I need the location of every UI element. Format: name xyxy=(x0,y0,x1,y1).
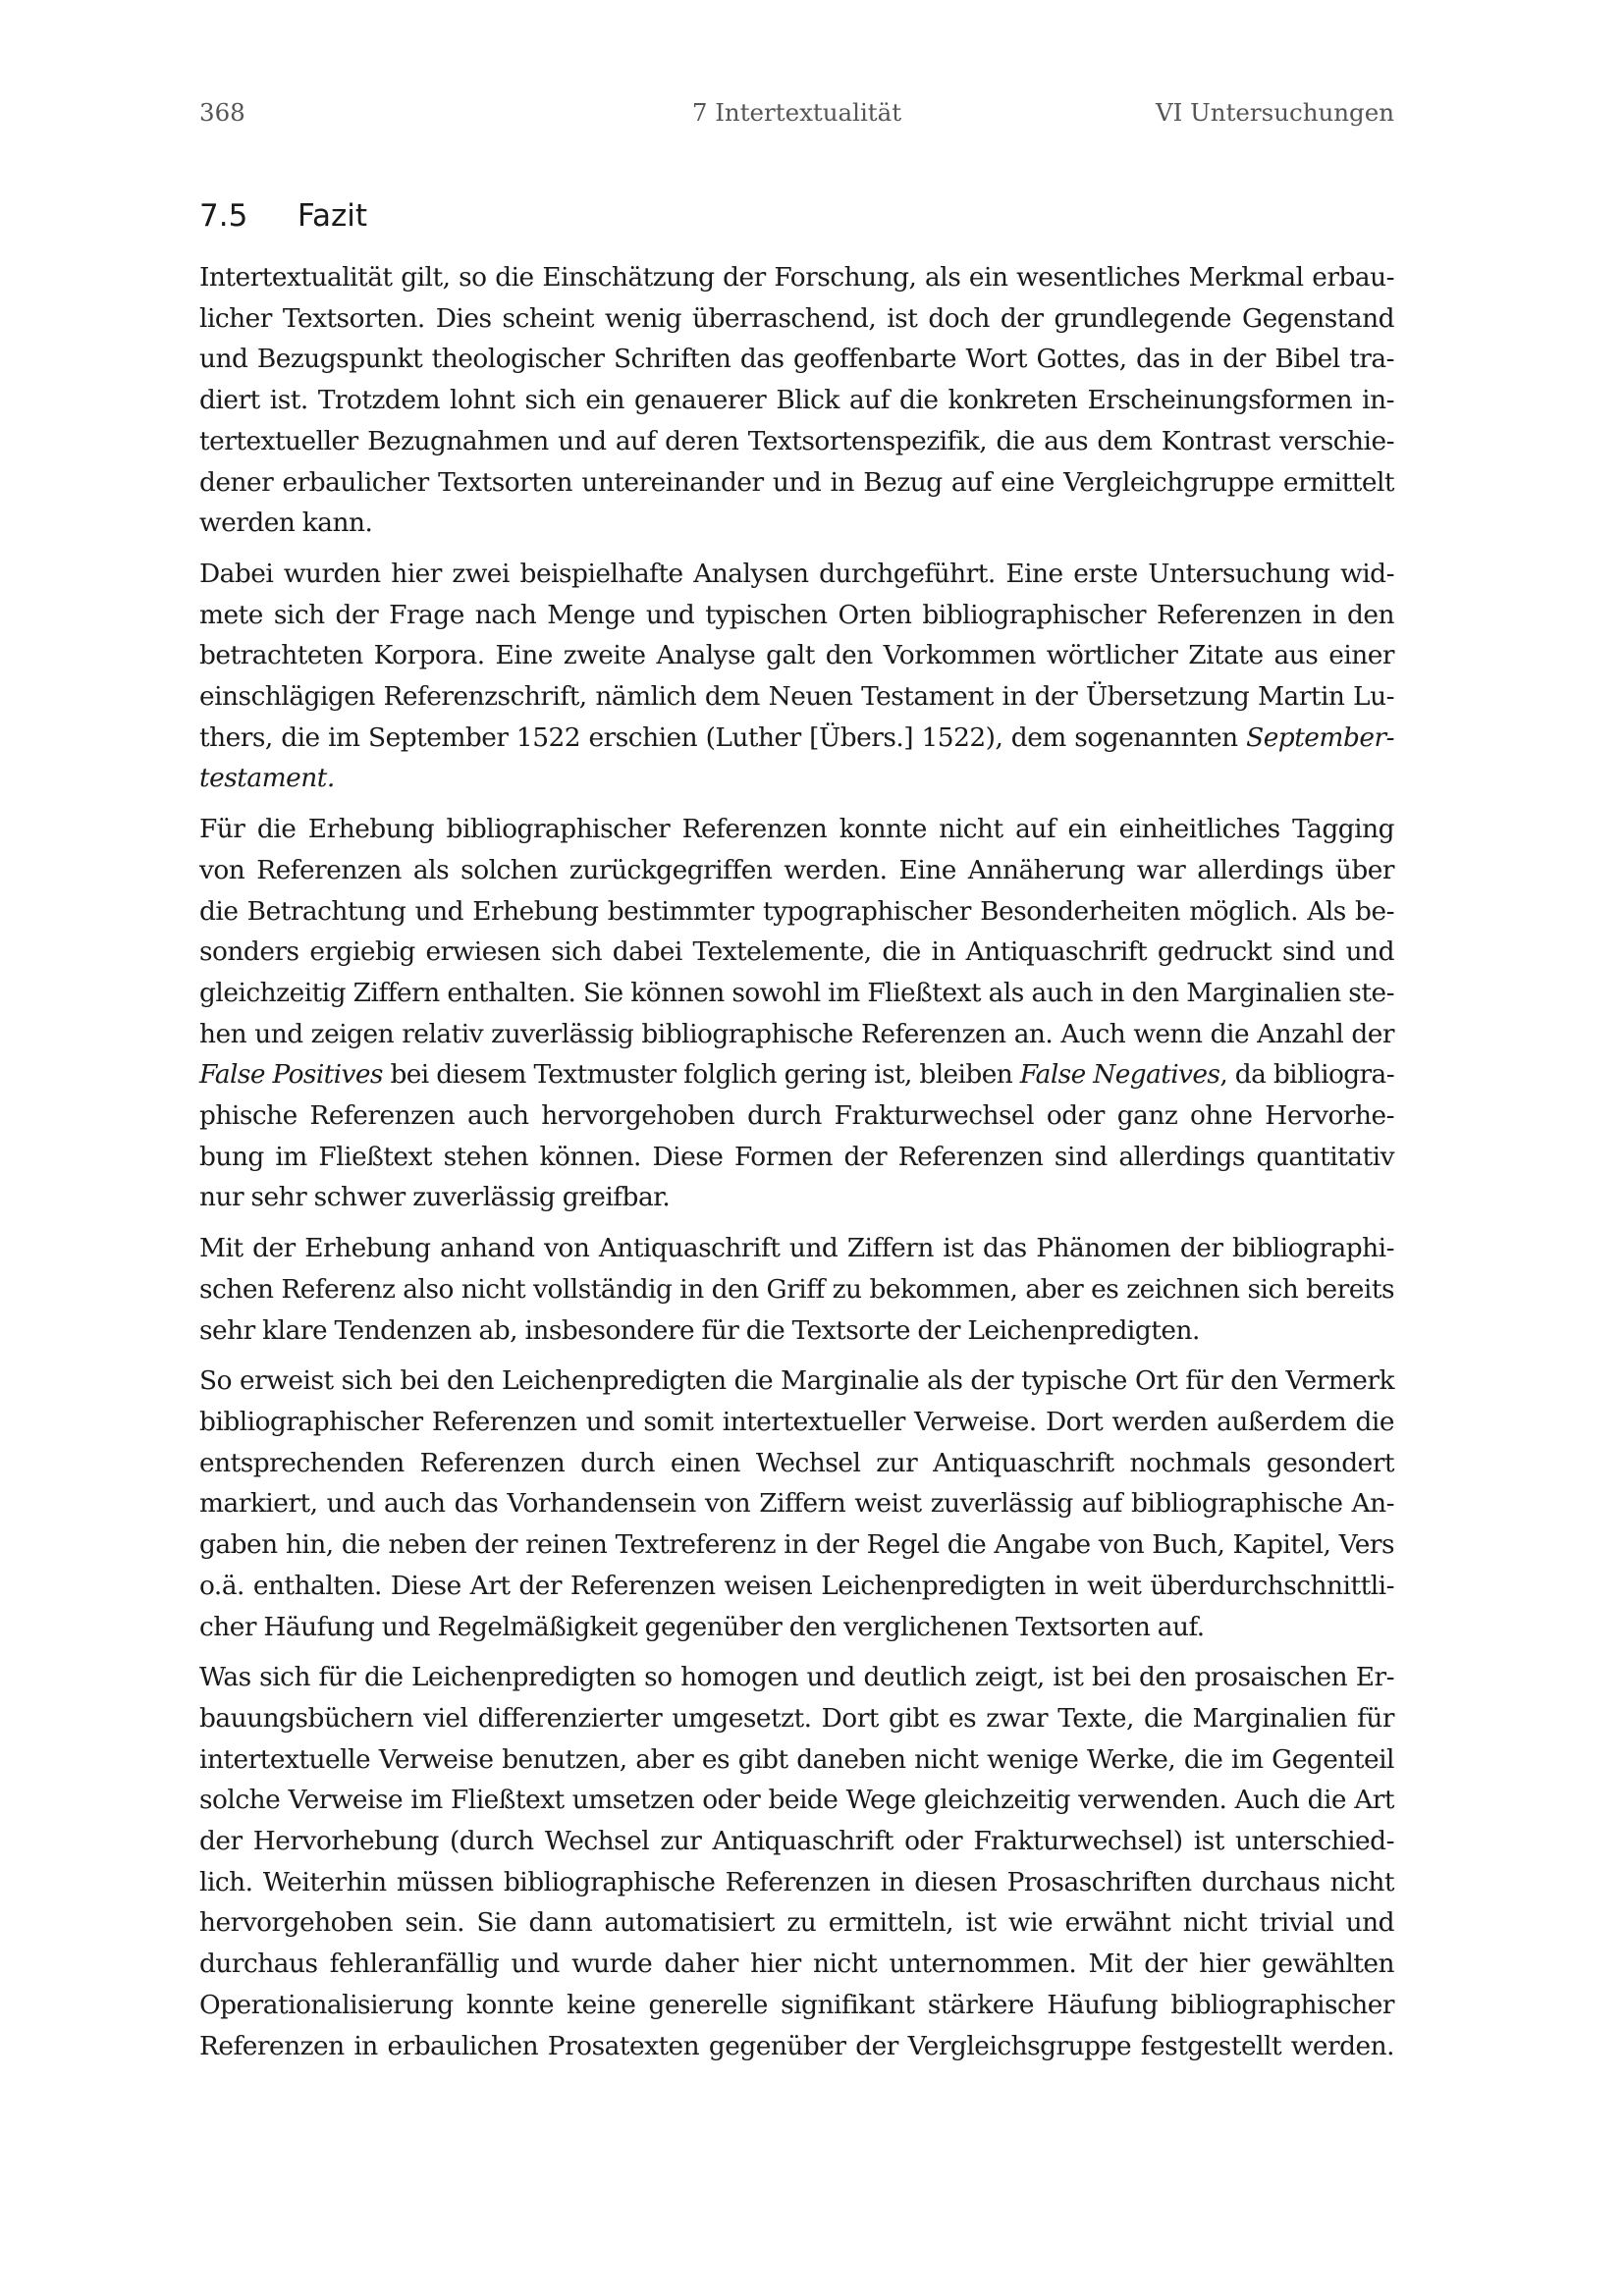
section-number: 7.5 xyxy=(199,198,248,234)
text-line: tertextueller Bezugnahmen und auf deren Textsortenspezifik, die aus dem Kontrast verschie- xyxy=(199,425,1394,456)
text-line: betrachteten Korpora. Eine zweite Analyse galt den Vorkommen wörtlicher Zitate aus einer xyxy=(199,640,1394,671)
text-line: solche Verweise im Fließtext umsetzen oder beide Wege gleichzeitig verwenden. Auch die Art xyxy=(199,1785,1394,1816)
paragraph-1 xyxy=(199,257,1394,544)
paragraph-3 xyxy=(199,809,1394,1218)
text-line: Mit der Erhebung anhand von Antiquaschrift und Ziffern ist das Phänomen der bibliographi- xyxy=(199,1233,1394,1264)
text-line: der Hervorhebung (durch Wechsel zur Antiquaschrift oder Frakturwechsel) ist unterschied- xyxy=(199,1826,1394,1857)
text-line: die Betrachtung und Erhebung bestimmter typographischer Besonderheiten möglich. Als be- xyxy=(199,895,1394,927)
text-line: o.ä. enthalten. Diese Art der Referenzen weisen Leichenpredigten in weit überdurchschnittli- xyxy=(199,1570,1394,1601)
section-title: Fazit xyxy=(298,198,368,234)
text-line: einschlägigen Referenzschrift, nämlich dem Neuen Testament in der Übersetzung Martin Lu- xyxy=(199,681,1394,713)
paragraph-5 xyxy=(199,1361,1394,1647)
text-line-with-italic xyxy=(199,718,1394,759)
text-segment: bei diesem Textmuster folglich gering ist, bleiben xyxy=(382,1059,1020,1091)
text-line: bung im Fließtext stehen können. Diese Formen der Referenzen sind allerdings quantitativ xyxy=(199,1141,1394,1172)
text-segment: thers, die im September 1522 erschien (Luther [Übers.] 1522), dem sogenannten xyxy=(199,721,1247,753)
text-line: schen Referenz also nicht vollständig in den Griff zu bekommen, aber es zeichnen sich bereits xyxy=(199,1273,1394,1305)
text-line: nur sehr schwer zuverlässig greifbar. xyxy=(199,1182,671,1213)
italic-term: False Positives xyxy=(199,1059,383,1091)
text-line: von Referenzen als solchen zurückgegriffen werden. Eine Annäherung war allerdings über xyxy=(199,854,1394,885)
italic-term: September- xyxy=(1246,721,1394,753)
text-line: hen und zeigen relativ zuverlässig bibliographische Referenzen an. Auch wenn die Anzahl der xyxy=(199,1018,1394,1049)
text-line: sonders ergiebig erwiesen sich dabei Textelemente, die in Antiquaschrift gedruckt sind und xyxy=(199,936,1394,968)
text-line: Für die Erhebung bibliographischer Referenzen konnte nicht auf ein einheitliches Tagging xyxy=(199,814,1394,845)
text-line: bauungsbüchern viel differenzierter umgesetzt. Dort gibt es zwar Texte, die Marginalien für xyxy=(199,1702,1394,1734)
text-line-with-italic xyxy=(199,1054,1394,1095)
text-line xyxy=(199,758,1394,799)
text-segment: , da bibliogra- xyxy=(1219,1059,1395,1091)
text-line: und Bezugspunkt theologischer Schriften das geoffenbarte Wort Gottes, das in der Bibel tra- xyxy=(199,344,1394,375)
text-line: hervorgehoben sein. Sie dann automatisiert zu ermitteln, ist wie erwähnt nicht trivial und xyxy=(199,1907,1394,1939)
text-line: dener erbaulicher Textsorten untereinander und in Bezug auf eine Vergleichgruppe ermittelt xyxy=(199,466,1394,498)
paragraph-4 xyxy=(199,1228,1394,1351)
page-number: 368 xyxy=(199,98,245,127)
running-header xyxy=(199,98,1394,133)
paragraph-2 xyxy=(199,554,1394,799)
text-line: gaben hin, die neben der reinen Textreferenz in der Regel die Angabe von Buch, Kapitel, Vers xyxy=(199,1529,1394,1561)
text-line: bibliographischer Referenzen und somit intertextueller Verweise. Dort werden außerdem die xyxy=(199,1406,1394,1437)
italic-term: testament. xyxy=(199,763,335,794)
text-line: gleichzeitig Ziffern enthalten. Sie können sowohl im Fließtext als auch in den Marginalien ste- xyxy=(199,977,1394,1008)
text-line: So erweist sich bei den Leichenpredigten die Marginalie als der typische Ort für den Vermerk xyxy=(199,1365,1394,1397)
text-line: Referenzen in erbaulichen Prosatexten gegenüber der Vergleichsgruppe festgestellt werden. xyxy=(199,2030,1394,2061)
text-line: durchaus fehleranfällig und wurde daher hier nicht unternommen. Mit der hier gewählten xyxy=(199,1949,1394,1980)
part-title: VI Untersuchungen xyxy=(1155,98,1394,127)
text-line: Was sich für die Leichenpredigten so homogen und deutlich zeigt, ist bei den prosaischen Er- xyxy=(199,1662,1394,1693)
text-line: sehr klare Tendenzen ab, insbesondere für die Textsorte der Leichenpredigten. xyxy=(199,1314,1200,1346)
text-line: cher Häufung und Regelmäßigkeit gegenüber den verglichenen Textsorten auf. xyxy=(199,1611,1205,1642)
text-line: diert ist. Trotzdem lohnt sich ein genauerer Blick auf die konkreten Erscheinungsformen in- xyxy=(199,385,1394,416)
section-heading xyxy=(199,198,367,234)
text-line: Operationalisierung konnte keine generelle signifikant stärkere Häufung bibliographischer xyxy=(199,1989,1394,2020)
chapter-title: 7 Intertextualität xyxy=(691,98,902,127)
italic-term: False Negatives xyxy=(1019,1059,1220,1091)
text-line: licher Textsorten. Dies scheint wenig überraschend, ist doch der grundlegende Gegenstand xyxy=(199,302,1394,334)
text-line: mete sich der Frage nach Menge und typischen Orten bibliographischer Referenzen in den xyxy=(199,599,1394,630)
text-line: phische Referenzen auch hervorgehoben durch Frakturwechsel oder ganz ohne Hervorhe- xyxy=(199,1100,1394,1132)
text-line: lich. Weiterhin müssen bibliographische Referenzen in diesen Prosaschriften durchaus nicht xyxy=(199,1866,1394,1897)
body-text xyxy=(199,257,1394,2076)
text-line: intertextuelle Verweise benutzen, aber es gibt daneben nicht wenige Werke, die im Gegenteil xyxy=(199,1743,1394,1775)
paragraph-6 xyxy=(199,1657,1394,2066)
text-line: Dabei wurden hier zwei beispielhafte Analysen durchgeführt. Eine erste Untersuchung wid- xyxy=(199,558,1394,589)
text-line: entsprechenden Referenzen durch einen Wechsel zur Antiquaschrift nochmals gesondert xyxy=(199,1447,1394,1478)
text-line: Intertextualität gilt, so die Einschätzung der Forschung, als ein wesentliches Merkmal erbau- xyxy=(199,262,1394,293)
text-line: werden kann. xyxy=(199,507,373,539)
text-line: markiert, und auch das Vorhandensein von Ziffern weist zuverlässig auf bibliographische An- xyxy=(199,1488,1394,1520)
